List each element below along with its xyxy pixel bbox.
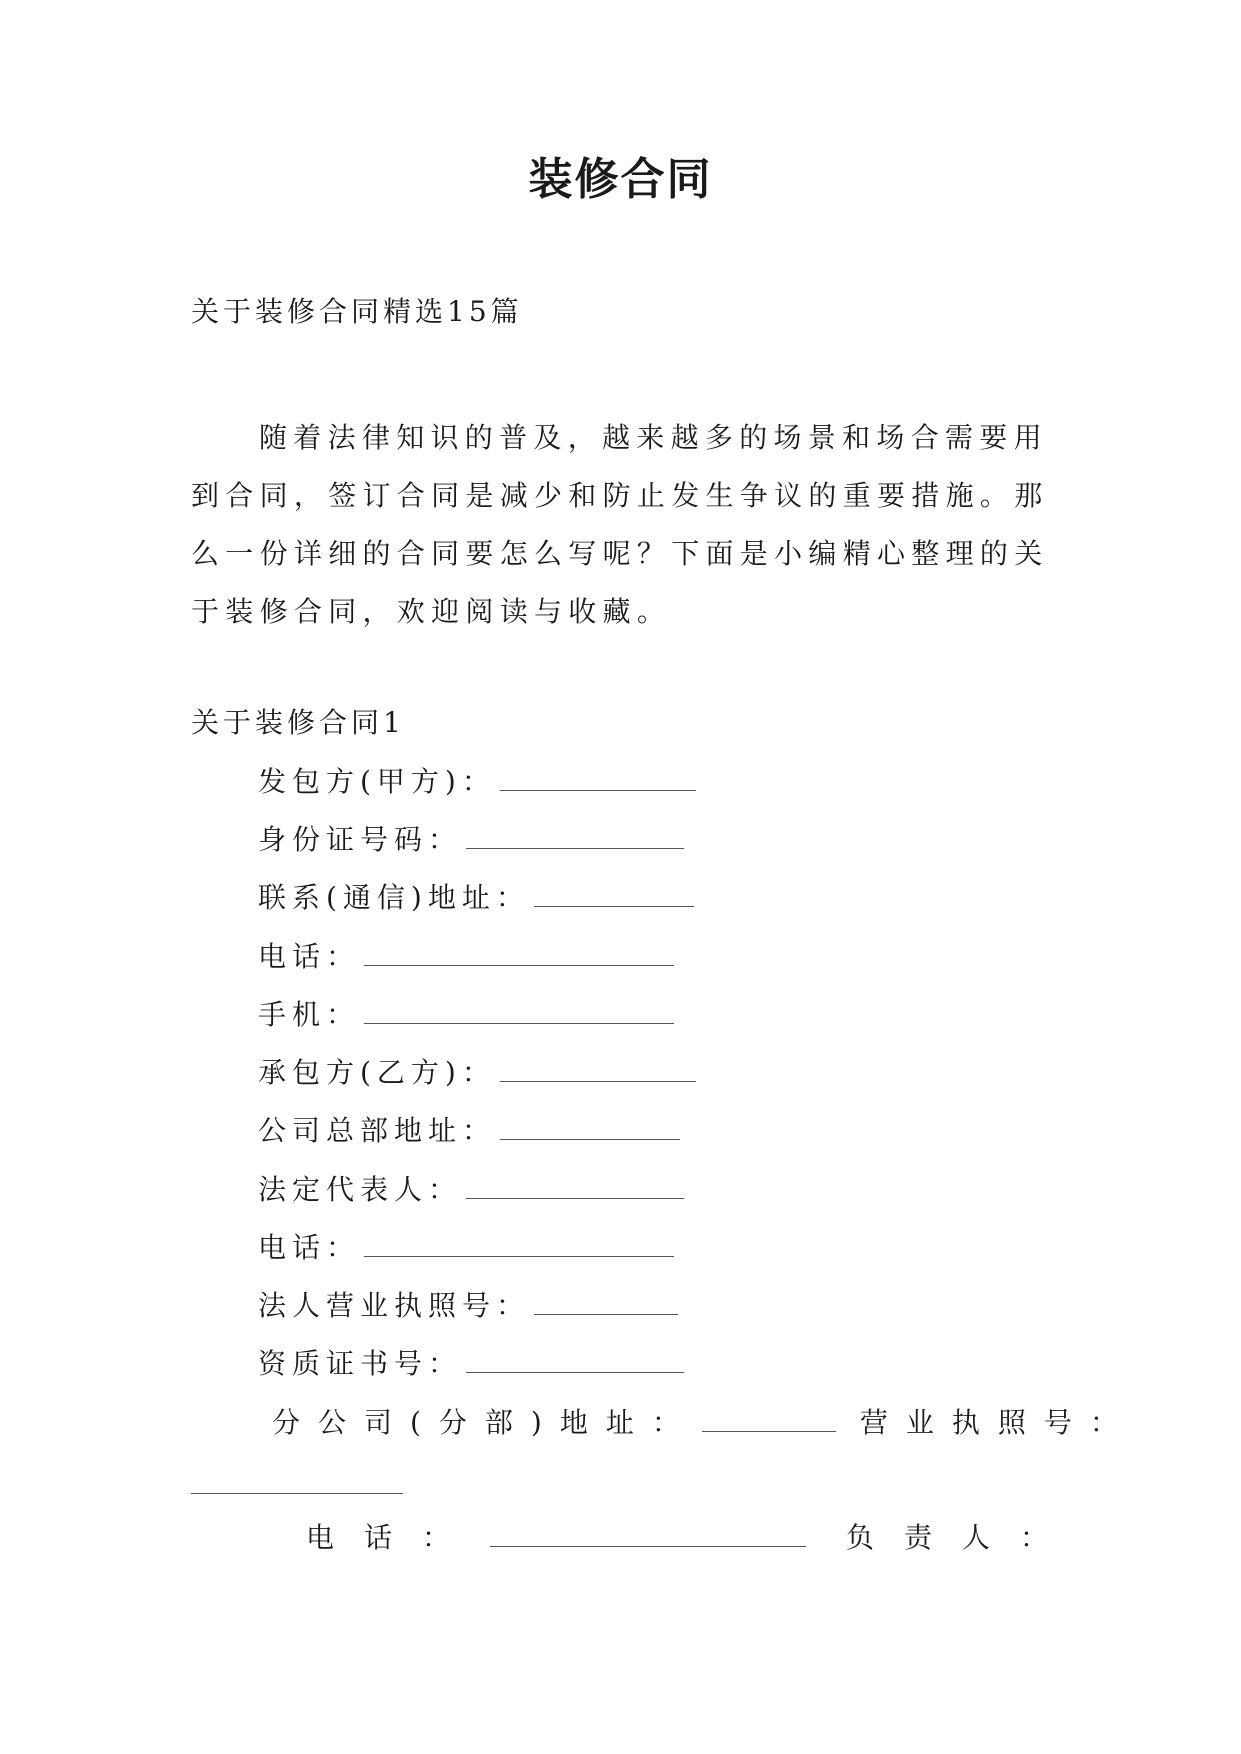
- field-label: 电话：: [258, 940, 361, 973]
- field-id-number: [258, 820, 684, 860]
- branch-address-label: 分公司(分部)地址：: [272, 1406, 698, 1439]
- field-label: 联系(通信)地址：: [258, 881, 530, 914]
- field-contact-address: [258, 878, 694, 918]
- fill-blank: [364, 964, 674, 966]
- fill-blank: [702, 1430, 836, 1432]
- field-phone-b: [258, 1228, 674, 1268]
- field-label: 法定代表人：: [258, 1173, 463, 1206]
- fill-blank: [466, 1371, 684, 1373]
- fill-blank: [364, 1022, 674, 1024]
- fill-blank: [364, 1255, 674, 1257]
- field-label: 资质证书号：: [258, 1347, 463, 1380]
- intro-paragraph: 随着法律知识的普及，越来越多的场景和场合需要用到合同，签订合同是减少和防止发生争议的重要措施。那么一份详细的合同要怎么写呢？下面是小编精心整理的关于装修合同，欢迎阅读与收藏。: [191, 421, 1049, 628]
- field-legal-rep: [258, 1170, 684, 1210]
- fill-blank: [500, 1080, 696, 1082]
- fill-blank: [466, 1197, 684, 1199]
- fill-blank: [466, 847, 684, 849]
- field-label: 承包方(乙方)：: [258, 1056, 496, 1089]
- field-label: 手机：: [258, 998, 361, 1031]
- field-label: 发包方(甲方)：: [258, 765, 496, 798]
- field-label: 身份证号码：: [258, 823, 463, 856]
- field-label: 法人营业执照号：: [258, 1289, 531, 1322]
- field-party-a: [258, 762, 696, 802]
- business-license-label: 营业执照号：: [859, 1406, 1136, 1439]
- fill-blank: [191, 1492, 403, 1494]
- fill-blank: [500, 1138, 680, 1140]
- fill-blank: [490, 1545, 806, 1547]
- field-hq-address: [258, 1111, 680, 1151]
- branch-contact-row: [306, 1518, 1078, 1558]
- section-heading: 关于装修合同1: [191, 706, 405, 739]
- branch-row: [272, 1403, 1136, 1443]
- field-label: 公司总部地址：: [258, 1114, 497, 1147]
- document-subtitle: 关于装修合同精选15篇: [191, 295, 523, 328]
- document-title: 装修合同: [528, 154, 713, 205]
- field-label: 电话：: [258, 1231, 361, 1264]
- field-phone-a: [258, 937, 674, 977]
- fill-blank: [500, 789, 696, 791]
- field-party-b: [258, 1053, 696, 1093]
- field-mobile: [258, 995, 674, 1035]
- phone-label: 电话：: [306, 1521, 481, 1554]
- field-qualification-cert: [258, 1344, 684, 1384]
- fill-blank: [534, 1313, 678, 1315]
- person-in-charge-label: 负责人：: [846, 1521, 1079, 1554]
- fill-blank: [534, 905, 694, 907]
- field-license-number: [258, 1286, 678, 1326]
